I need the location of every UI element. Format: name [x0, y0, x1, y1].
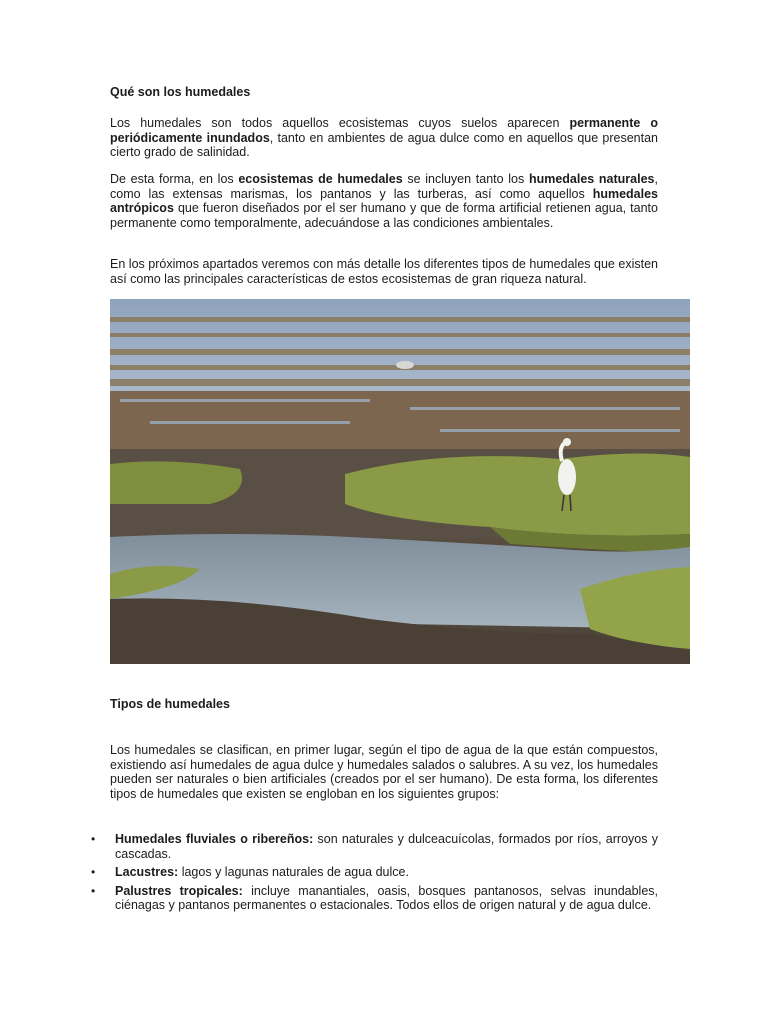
- text-run: que fueron diseñados por el ser humano y que de forma artificial retienen agua, tanto permanente como temporalmente, adecuándose a las condiciones ambientales.: [110, 201, 658, 230]
- bullet: •: [91, 865, 96, 879]
- paragraph-proximos: En los próximos apartados veremos con más detalle los diferentes tipos de humedales que existen así como las principales características de estos ecosistemas de gran riqueza natural.: [110, 257, 658, 286]
- list-item-desc: son naturales y dulceacuícolas, formados por ríos, arroyos y cascadas.: [115, 832, 658, 861]
- section-title-que-son: Qué son los humedales: [110, 85, 251, 99]
- list-item-desc: lagos y lagunas naturales de agua dulce.: [178, 865, 409, 879]
- list-item: [0, 832, 658, 861]
- bold-run: humedales antrópicos: [110, 186, 658, 215]
- bold-run: permanente o periódicamente inundados: [110, 116, 658, 145]
- list-item-desc: incluye manantiales, oasis, bosques pantanosos, selvas inundables, ciénagas y pantanos permanentes o estacionales. Todos ellos de origen natural y de agua dulce.: [115, 883, 658, 912]
- section-title-tipos: Tipos de humedales: [110, 697, 230, 711]
- paragraph-definition: [110, 116, 658, 160]
- bullet: •: [91, 883, 96, 898]
- paragraph-clasificacion: Los humedales se clasifican, en primer lugar, según el tipo de agua de la que están compuestos, existiendo así humedales de agua dulce y humedales salados o salubres. A su vez, los humedales pueden ser naturales o bien artificiales (creados por el ser humano). De esta forma, los diferentes tipos de humedales que existen se engloban en los siguientes grupos:: [110, 743, 658, 801]
- wetland-photo: [110, 299, 690, 664]
- text-run: se incluyen tanto los: [402, 172, 529, 186]
- list-item-term: Humedales fluviales o ribereños:: [115, 832, 314, 846]
- bold-run: humedales naturales: [528, 172, 655, 186]
- list-item: [0, 865, 658, 880]
- list-item-term: Lacustres:: [115, 865, 179, 879]
- list-item-term: Palustres tropicales:: [115, 883, 243, 898]
- bullet: •: [91, 832, 96, 846]
- text-run: , como las extensas marismas, los pantanos y las turberas, así como aquellos: [110, 172, 658, 201]
- bold-run: ecosistemas de humedales: [238, 172, 403, 186]
- list-item: [0, 884, 658, 913]
- text-run: De esta forma, en los: [110, 172, 239, 186]
- text-run: , tanto en ambientes de agua dulce como en aquellos que presentan cierto grado de salinidad.: [110, 130, 658, 159]
- wetland-types-list: [0, 832, 768, 917]
- paragraph-tipos-intro: [110, 172, 658, 230]
- text-run: Los humedales son todos aquellos ecosistemas cuyos suelos aparecen: [110, 116, 570, 130]
